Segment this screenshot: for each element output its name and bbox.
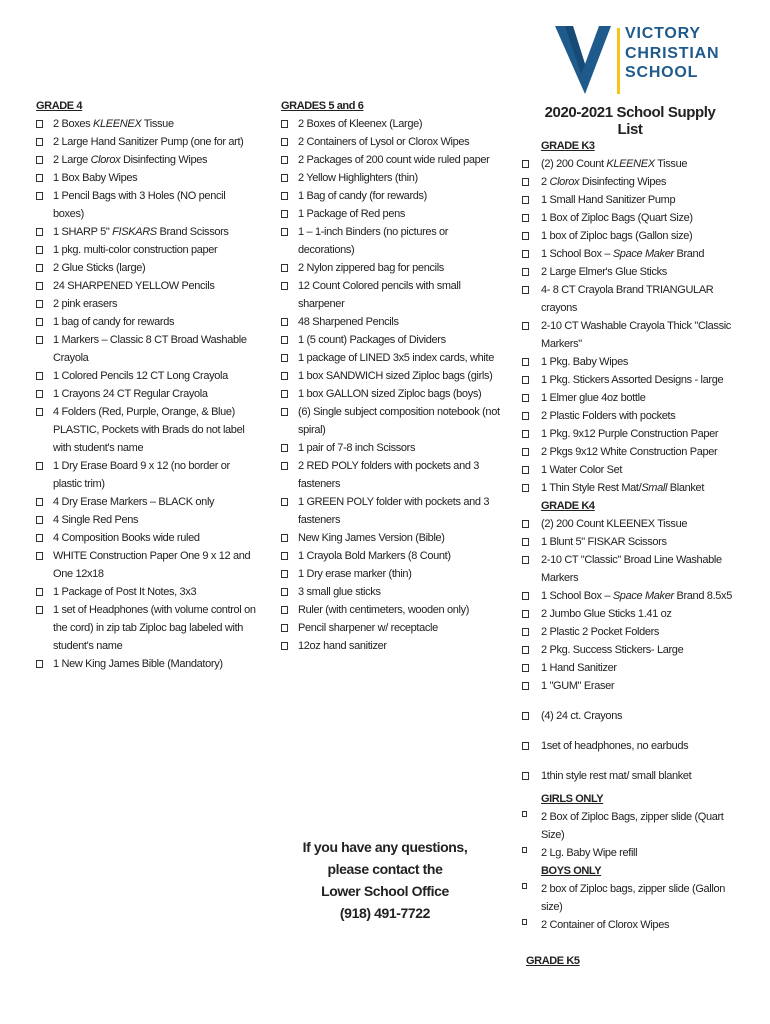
- list-item: [522, 263, 738, 281]
- supply-list: [522, 515, 738, 785]
- item-text: WHITE Construction Paper One 9 x 12 and One 12x18: [53, 550, 251, 580]
- item-text: 1 Box of Ziploc Bags (Quart Size): [541, 212, 693, 224]
- checkbox-icon[interactable]: [281, 390, 288, 398]
- logo-line: SCHOOL: [625, 64, 699, 81]
- checkbox-icon[interactable]: [281, 408, 288, 416]
- list-item: [522, 479, 738, 497]
- checkbox-icon[interactable]: [281, 264, 288, 272]
- list-item: [36, 331, 258, 367]
- checkbox-icon[interactable]: [36, 318, 43, 326]
- checkbox-icon[interactable]: [522, 358, 529, 366]
- checkbox-icon[interactable]: [281, 552, 288, 560]
- list-item: [522, 605, 738, 623]
- list-item: [36, 223, 258, 241]
- list-item: [522, 245, 738, 263]
- checkbox-icon[interactable]: [522, 466, 529, 474]
- list-item: [36, 457, 258, 493]
- list-item: [36, 601, 258, 655]
- checkbox-icon[interactable]: [522, 712, 529, 720]
- checkbox-icon[interactable]: [522, 742, 529, 750]
- contact-line: please contact the: [327, 861, 443, 877]
- list-item: [281, 457, 501, 493]
- item-text: Tissue: [141, 118, 174, 130]
- item-text: 2 Box of Ziploc Bags, zipper slide (Quart Size): [541, 811, 724, 841]
- item-text: 1 Crayons 24 CT Regular Crayola: [53, 388, 208, 400]
- item-text: 1 Bag of candy (for rewards): [298, 190, 427, 202]
- list-item: [36, 241, 258, 259]
- logo-divider: [617, 28, 620, 94]
- list-item: [522, 808, 738, 844]
- item-text: 2-10 CT "Classic" Broad Line Washable Markers: [541, 554, 722, 584]
- checkbox-icon[interactable]: [522, 484, 529, 492]
- item-text: 1 School Box –: [541, 590, 613, 602]
- item-text: 4 Single Red Pens: [53, 514, 139, 526]
- item-text: 2 Pkg. Success Stickers- Large: [541, 644, 684, 656]
- item-text: 1 Pkg. Baby Wipes: [541, 356, 628, 368]
- item-text: 1 Package of Post It Notes, 3x3: [53, 586, 197, 598]
- list-item: [281, 349, 501, 367]
- checkbox-icon[interactable]: [281, 372, 288, 380]
- checkbox-icon[interactable]: [522, 394, 529, 402]
- checkbox-icon[interactable]: [522, 538, 529, 546]
- checkbox-icon[interactable]: [36, 246, 43, 254]
- supply-list: [522, 808, 738, 862]
- checkbox-icon[interactable]: [522, 919, 527, 925]
- item-text: 2 Packages of 200 count wide ruled paper: [298, 154, 490, 166]
- item-text: Brand Scissors: [156, 226, 229, 238]
- item-text: 1 package of LINED 3x5 index cards, white: [298, 352, 494, 364]
- v-logo-icon: [555, 26, 613, 96]
- item-text: 1 Pencil Bags with 3 Holes (NO pencil boxes): [53, 190, 226, 220]
- item-text: 1 Colored Pencils 12 CT Long Crayola: [53, 370, 228, 382]
- list-item: [36, 295, 258, 313]
- list-item: [522, 844, 738, 862]
- item-text: 4 Dry Erase Markers – BLACK only: [53, 496, 215, 508]
- item-text: Clorox: [549, 176, 580, 188]
- gradeK3-section: [522, 137, 738, 497]
- list-item: [522, 389, 738, 407]
- list-item: [522, 767, 738, 785]
- list-item: [36, 655, 258, 673]
- item-text: (6) Single subject composition notebook (not spiral): [298, 406, 500, 436]
- item-text: 1 Pkg. Stickers Assorted Designs - large: [541, 374, 724, 386]
- checkbox-icon[interactable]: [281, 588, 288, 596]
- item-text: 1 – 1-inch Binders (no pictures or decorations): [298, 226, 449, 256]
- checkbox-icon[interactable]: [36, 372, 43, 380]
- list-item: [281, 493, 501, 529]
- item-text: 1 Thin Style Rest Mat/: [541, 482, 642, 494]
- item-text: 1 Dry Erase Board 9 x 12 (no border or plastic trim): [53, 460, 230, 490]
- checkbox-icon[interactable]: [281, 192, 288, 200]
- checkbox-icon[interactable]: [36, 498, 43, 506]
- checkbox-icon[interactable]: [36, 300, 43, 308]
- checkbox-icon[interactable]: [36, 192, 43, 200]
- list-item: [522, 407, 738, 425]
- checkbox-icon[interactable]: [281, 354, 288, 362]
- checkbox-icon[interactable]: [36, 390, 43, 398]
- item-text: 1 Hand Sanitizer: [541, 662, 617, 674]
- item-text: 1 Markers – Classic 8 CT Broad Washable Crayola: [53, 334, 247, 364]
- list-item: [281, 403, 501, 439]
- checkbox-icon[interactable]: [36, 228, 43, 236]
- checkbox-icon[interactable]: [522, 520, 529, 528]
- checkbox-icon[interactable]: [281, 642, 288, 650]
- list-item: [522, 425, 738, 443]
- checkbox-icon[interactable]: [36, 588, 43, 596]
- checkbox-icon[interactable]: [522, 250, 529, 258]
- checkbox-icon[interactable]: [36, 516, 43, 524]
- list-item: [281, 619, 501, 637]
- item-text: 1 Small Hand Sanitizer Pump: [541, 194, 676, 206]
- item-text: Disinfecting Wipes: [579, 176, 667, 188]
- list-item: [36, 547, 258, 583]
- item-text: 1 box of Ziploc bags (Gallon size): [541, 230, 693, 242]
- boys-only-section: [522, 862, 738, 934]
- checkbox-icon[interactable]: [522, 556, 529, 564]
- checkbox-icon[interactable]: [522, 160, 529, 168]
- item-text: Disinfecting Wipes: [120, 154, 208, 166]
- item-text: 2 Jumbo Glue Sticks 1.41 oz: [541, 608, 672, 620]
- list-item: [281, 583, 501, 601]
- checkbox-icon[interactable]: [522, 232, 529, 240]
- list-item: [36, 259, 258, 277]
- list-item: [522, 587, 738, 605]
- item-text: 2 Large Elmer's Glue Sticks: [541, 266, 667, 278]
- checkbox-icon[interactable]: [522, 628, 529, 636]
- list-item: [36, 187, 258, 223]
- item-text: 1 Box Baby Wipes: [53, 172, 138, 184]
- checkbox-icon[interactable]: [522, 448, 529, 456]
- list-item: [36, 385, 258, 403]
- item-text: 1 box SANDWICH sized Ziploc bags (girls): [298, 370, 493, 382]
- checkbox-icon[interactable]: [281, 570, 288, 578]
- checkbox-icon[interactable]: [522, 592, 529, 600]
- checkbox-icon[interactable]: [522, 430, 529, 438]
- supply-list: [281, 115, 501, 655]
- checkbox-icon[interactable]: [36, 120, 43, 128]
- checkbox-icon[interactable]: [36, 336, 43, 344]
- item-text: 1 Dry erase marker (thin): [298, 568, 412, 580]
- item-text: 1 "GUM" Eraser: [541, 680, 615, 692]
- school-logo: [555, 24, 720, 96]
- item-text: Small: [641, 482, 668, 494]
- item-text: 1 Crayola Bold Markers (8 Count): [298, 550, 451, 562]
- item-text: Brand 8.5x5: [673, 590, 732, 602]
- section-heading: GRADE K5: [526, 955, 580, 967]
- logo-line: VICTORY: [625, 25, 701, 42]
- checkbox-icon[interactable]: [36, 462, 43, 470]
- checkbox-icon[interactable]: [281, 282, 288, 290]
- list-item: [36, 367, 258, 385]
- list-item: [281, 331, 501, 349]
- list-item: [522, 551, 738, 587]
- item-text: 2 Boxes of Kleenex (Large): [298, 118, 423, 130]
- item-text: 2 Plastic 2 Pocket Folders: [541, 626, 660, 638]
- checkbox-icon[interactable]: [36, 174, 43, 182]
- item-text: 2 Glue Sticks (large): [53, 262, 146, 274]
- list-item: [522, 461, 738, 479]
- item-text: 2 Plastic Folders with pockets: [541, 410, 676, 422]
- checkbox-icon[interactable]: [36, 408, 43, 416]
- contact-line: If you have any questions,: [302, 839, 468, 855]
- list-item: [522, 880, 738, 916]
- checkbox-icon[interactable]: [522, 178, 529, 186]
- item-text: (2) 200 Count: [541, 158, 607, 170]
- list-item: [522, 707, 738, 725]
- list-item: [281, 151, 501, 169]
- item-text: (4) 24 ct. Crayons: [541, 710, 623, 722]
- item-text: 2: [541, 176, 550, 188]
- item-text: FISKARS: [112, 226, 157, 238]
- list-item: [281, 277, 501, 313]
- checkbox-icon[interactable]: [36, 282, 43, 290]
- list-item: [281, 385, 501, 403]
- item-text: 1 New King James Bible (Mandatory): [53, 658, 223, 670]
- item-text: Blanket: [667, 482, 705, 494]
- item-text: 2 Lg. Baby Wipe refill: [541, 847, 638, 859]
- item-text: 1 bag of candy for rewards: [53, 316, 175, 328]
- checkbox-icon[interactable]: [281, 156, 288, 164]
- list-item: [36, 493, 258, 511]
- item-text: 2 Pkgs 9x12 White Construction Paper: [541, 446, 718, 458]
- list-item: [281, 169, 501, 187]
- checkbox-icon[interactable]: [281, 174, 288, 182]
- list-item: [36, 115, 258, 133]
- checkbox-icon[interactable]: [522, 286, 529, 294]
- checkbox-icon[interactable]: [522, 847, 527, 853]
- list-item: [281, 637, 501, 655]
- list-item: [36, 511, 258, 529]
- checkbox-icon[interactable]: [281, 210, 288, 218]
- supply-list: [522, 155, 738, 497]
- list-item: [522, 641, 738, 659]
- gradeK5-section: [522, 952, 738, 970]
- item-text: 2 Boxes: [53, 118, 94, 130]
- checkbox-icon[interactable]: [522, 772, 529, 780]
- item-text: 24 SHARPENED YELLOW Pencils: [53, 280, 215, 292]
- item-text: 2 Large: [53, 154, 91, 166]
- item-text: 2-10 CT Washable Crayola Thick "Classic Markers": [541, 320, 731, 350]
- item-text: Tissue: [654, 158, 688, 170]
- logo-text: [625, 24, 719, 83]
- checkbox-icon[interactable]: [281, 498, 288, 506]
- item-text: KLEENEX: [606, 158, 655, 170]
- item-text: 1 pair of 7-8 inch Scissors: [298, 442, 416, 454]
- checkbox-icon[interactable]: [281, 444, 288, 452]
- checkbox-icon[interactable]: [522, 322, 529, 330]
- page-title: 2020-2021 School Supply List: [544, 104, 716, 138]
- checkbox-icon[interactable]: [522, 376, 529, 384]
- checkbox-icon[interactable]: [281, 138, 288, 146]
- section-heading: GRADES 5 and 6: [281, 100, 364, 112]
- item-text: 1 Pkg. 9x12 Purple Construction Paper: [541, 428, 719, 440]
- list-item: [522, 317, 738, 353]
- checkbox-icon[interactable]: [522, 412, 529, 420]
- girls-only-section: [522, 790, 738, 862]
- item-text: 2 Container of Clorox Wipes: [541, 919, 670, 931]
- list-item: [522, 209, 738, 227]
- item-text: 3 small glue sticks: [298, 586, 381, 598]
- list-item: [281, 205, 501, 223]
- item-text: 1 Elmer glue 4oz bottle: [541, 392, 646, 404]
- item-text: 1 School Box –: [541, 248, 613, 260]
- checkbox-icon[interactable]: [281, 606, 288, 614]
- list-item: [281, 187, 501, 205]
- list-item: [36, 277, 258, 295]
- item-text: 4- 8 CT Crayola Brand TRIANGULAR crayons: [541, 284, 714, 314]
- item-text: 1 pkg. multi-color construction paper: [53, 244, 218, 256]
- item-text: 1set of headphones, no earbuds: [541, 740, 689, 752]
- section-heading: GIRLS ONLY: [541, 793, 604, 805]
- checkbox-icon[interactable]: [281, 336, 288, 344]
- checkbox-icon[interactable]: [281, 624, 288, 632]
- list-item: [281, 313, 501, 331]
- list-item: [36, 403, 258, 457]
- list-item: [522, 173, 738, 191]
- checkbox-icon[interactable]: [36, 138, 43, 146]
- item-text: 1 box GALLON sized Ziploc bags (boys): [298, 388, 482, 400]
- checkbox-icon[interactable]: [522, 610, 529, 618]
- list-item: [522, 155, 738, 173]
- checkbox-icon[interactable]: [281, 462, 288, 470]
- item-text: 2 Containers of Lysol or Clorox Wipes: [298, 136, 470, 148]
- checkbox-icon[interactable]: [281, 228, 288, 236]
- item-text: (2) 200 Count KLEENEX Tissue: [541, 518, 688, 530]
- list-item: [522, 737, 738, 755]
- item-text: New King James Version (Bible): [298, 532, 445, 544]
- list-item: [281, 601, 501, 619]
- list-item: [522, 281, 738, 317]
- item-text: 2 box of Ziploc bags, zipper slide (Gallon size): [541, 883, 726, 913]
- list-item: [281, 565, 501, 583]
- list-item: [36, 529, 258, 547]
- item-text: 1 SHARP 5": [53, 226, 113, 238]
- checkbox-icon[interactable]: [522, 646, 529, 654]
- list-item: [522, 191, 738, 209]
- item-text: Space Maker: [612, 248, 674, 260]
- checkbox-icon[interactable]: [36, 156, 43, 164]
- list-item: [522, 371, 738, 389]
- item-text: 4 Composition Books wide ruled: [53, 532, 200, 544]
- grade56-section: [281, 97, 501, 655]
- list-item: [281, 133, 501, 151]
- item-text: 2 Large Hand Sanitizer Pump (one for art): [53, 136, 244, 148]
- list-item: [36, 313, 258, 331]
- item-text: 2 Yellow Highlighters (thin): [298, 172, 418, 184]
- list-item: [36, 133, 258, 151]
- item-text: 1thin style rest mat/ small blanket: [541, 770, 692, 782]
- section-heading: GRADE K3: [541, 140, 595, 152]
- item-text: 1 Blunt 5" FISKAR Scissors: [541, 536, 667, 548]
- list-item: [281, 115, 501, 133]
- item-text: Ruler (with centimeters, wooden only): [298, 604, 470, 616]
- item-text: 2 Nylon zippered bag for pencils: [298, 262, 444, 274]
- item-text: 4 Folders (Red, Purple, Orange, & Blue) PLASTIC, Pockets with Brads do not label with student's name: [53, 406, 245, 454]
- item-text: 1 Water Color Set: [541, 464, 623, 476]
- list-item: [281, 259, 501, 277]
- list-item: [522, 677, 738, 695]
- item-text: 2 RED POLY folders with pockets and 3 fasteners: [298, 460, 480, 490]
- checkbox-icon[interactable]: [36, 264, 43, 272]
- checkbox-icon[interactable]: [522, 214, 529, 222]
- list-item: [281, 439, 501, 457]
- gradeK4-section: [522, 497, 738, 785]
- checkbox-icon[interactable]: [281, 534, 288, 542]
- item-text: 12 Count Colored pencils with small sharpener: [298, 280, 461, 310]
- checkbox-icon[interactable]: [36, 534, 43, 542]
- contact-phone: (918) 491-7722: [339, 905, 431, 921]
- grade4-section: [36, 97, 258, 673]
- list-item: [281, 547, 501, 565]
- list-item: [522, 623, 738, 641]
- checkbox-icon[interactable]: [522, 664, 529, 672]
- item-text: KLEENEX: [93, 118, 142, 130]
- list-item: [281, 529, 501, 547]
- list-item: [36, 583, 258, 601]
- item-text: Space Maker: [612, 590, 674, 602]
- list-item: [281, 367, 501, 385]
- checkbox-icon[interactable]: [522, 682, 529, 690]
- list-item: [522, 227, 738, 245]
- checkbox-icon[interactable]: [281, 318, 288, 326]
- list-item: [36, 151, 258, 169]
- supply-list: [522, 880, 738, 934]
- list-item: [522, 353, 738, 371]
- list-item: [36, 169, 258, 187]
- item-text: Brand: [673, 248, 705, 260]
- contact-info: [285, 836, 485, 924]
- checkbox-icon[interactable]: [36, 552, 43, 560]
- item-text: 1 GREEN POLY folder with pockets and 3 fasteners: [298, 496, 490, 526]
- checkbox-icon[interactable]: [522, 811, 527, 817]
- contact-line: Lower School Office: [321, 883, 449, 899]
- item-text: 12oz hand sanitizer: [298, 640, 387, 652]
- supply-list: [36, 115, 258, 673]
- list-item: [522, 659, 738, 677]
- checkbox-icon[interactable]: [281, 120, 288, 128]
- list-item: [522, 443, 738, 461]
- item-text: 1 set of Headphones (with volume control on the cord) in zip tab Ziploc bag labeled with student's name: [53, 604, 256, 652]
- item-text: 1 (5 count) Packages of Dividers: [298, 334, 446, 346]
- checkbox-icon[interactable]: [36, 606, 43, 614]
- checkbox-icon[interactable]: [522, 268, 529, 276]
- checkbox-icon[interactable]: [522, 196, 529, 204]
- section-heading: BOYS ONLY: [541, 865, 602, 877]
- item-text: Clorox: [90, 154, 121, 166]
- list-item: [281, 223, 501, 259]
- list-item: [522, 515, 738, 533]
- item-text: Pencil sharpener w/ receptacle: [298, 622, 438, 634]
- section-heading: GRADE 4: [36, 100, 83, 112]
- checkbox-icon[interactable]: [522, 883, 527, 889]
- list-item: [522, 533, 738, 551]
- item-text: 48 Sharpened Pencils: [298, 316, 399, 328]
- checkbox-icon[interactable]: [36, 660, 43, 668]
- item-text: 2 pink erasers: [53, 298, 118, 310]
- item-text: 1 Package of Red pens: [298, 208, 406, 220]
- list-item: [522, 916, 738, 934]
- logo-line: CHRISTIAN: [625, 44, 720, 62]
- section-heading: GRADE K4: [541, 500, 595, 512]
